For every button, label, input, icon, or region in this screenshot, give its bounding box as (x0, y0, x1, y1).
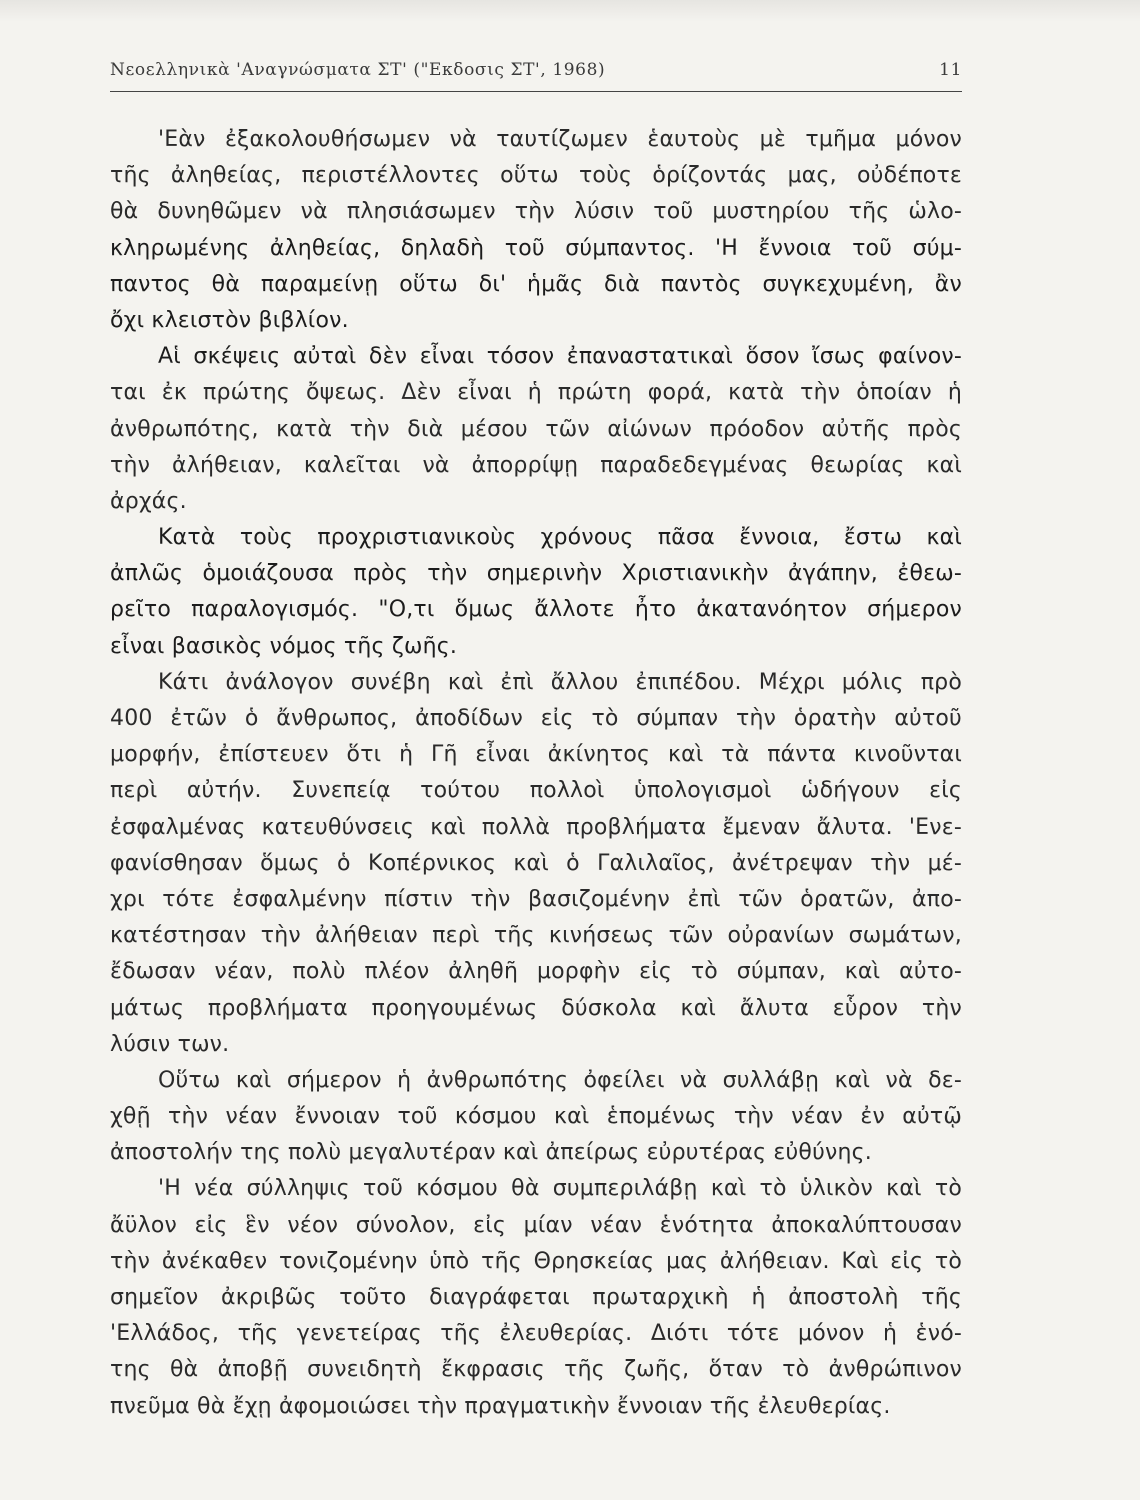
text-line: περὶ αὐτήν. Συνεπείᾳ τούτου πολλοὶ ὑπολογισμοὶ ὡδήγουν εἰς (110, 778, 962, 804)
text-line: τὴν ἀνέκαθεν τονιζομένην ὑπὸ τῆς Θρησκείας μας ἀλήθειαν. Καὶ εἰς τὸ (110, 1248, 962, 1274)
text-line: κατέστησαν τὴν ἀλήθειαν περὶ τῆς κινήσεως τῶν οὐρανίων σωμάτων, (110, 923, 962, 949)
text-line: μορφήν, ἐπίστευεν ὅτι ἡ Γῆ εἶναι ἀκίνητος καὶ τὰ πάντα κινοῦνται (110, 742, 962, 768)
running-header-title: Νεοελληνικὰ 'Αναγνώσματα ΣΤ' ("Εκδοσις ΣΤ', 1968) (110, 60, 606, 80)
running-header (110, 60, 962, 90)
text-line: τὴν ἀλήθειαν, καλεῖται νὰ ἀπορρίψῃ παραδεδεγμένας θεωρίας καὶ (110, 452, 962, 478)
text-line: λύσιν των. (110, 1031, 230, 1057)
page-number: 11 (939, 60, 962, 80)
text-line: χθῇ τὴν νέαν ἔννοιαν τοῦ κόσμου καὶ ἑπομένως τὴν νέαν ἐν αὐτῷ (110, 1104, 962, 1130)
text-line: ὄχι κλειστὸν βιβλίον. (110, 307, 349, 333)
text-line: Οὕτω καὶ σήμερον ἡ ἀνθρωπότης ὀφείλει νὰ συλλάβῃ καὶ νὰ δε- (158, 1067, 962, 1093)
text-line: ἀπλῶς ὁμοιάζουσα πρὸς τὴν σημερινὴν Χριστιανικὴν ἀγάπην, ἐθεω- (110, 561, 962, 587)
text-line: σημεῖον ἀκριβῶς τοῦτο διαγράφεται πρωταρχικὴ ἡ ἀποστολὴ τῆς (110, 1285, 962, 1310)
text-line: ἀνθρωπότης, κατὰ τὴν διὰ μέσου τῶν αἰώνων πρόοδον αὐτῆς πρὸς (110, 416, 962, 442)
text-line: πνεῦμα θὰ ἔχῃ ἀφομοιώσει τὴν πραγματικὴν ἔννοιαν τῆς ἐλευθερίας. (110, 1393, 891, 1419)
text-line: ται ἐκ πρώτης ὄψεως. Δὲν εἶναι ἡ πρώτη φορά, κατὰ τὴν ὁποίαν ἡ (110, 380, 962, 406)
text-line: θὰ δυνηθῶμεν νὰ πλησιάσωμεν τὴν λύσιν τοῦ μυστηρίου τῆς ὡλο- (110, 199, 962, 225)
text-line: ρεῖτο παραλογισμός. "Ο,τι ὅμως ἄλλοτε ἦτο ἀκατανόητον σήμερον (110, 597, 962, 623)
text-line: ἔδωσαν νέαν, πολὺ πλέον ἀληθῆ μορφὴν εἰς τὸ σύμπαν, καὶ αὐτο- (110, 959, 962, 985)
text-line: ἐσφαλμένας κατευθύνσεις καὶ πολλὰ προβλήματα ἔμεναν ἄλυτα. 'Ενε- (110, 814, 962, 840)
text-line: φανίσθησαν ὅμως ὁ Κοπέρνικος καὶ ὁ Γαλιλαῖος, ἀνέτρεψαν τὴν μέ- (110, 850, 962, 876)
text-line: 'Η νέα σύλληψις τοῦ κόσμου θὰ συμπεριλάβῃ καὶ τὸ ὑλικὸν καὶ τὸ (158, 1176, 962, 1202)
text-line: Κάτι ἀνάλογον συνέβη καὶ ἐπὶ ἄλλου ἐπιπέδου. Μέχρι μόλις πρὸ (158, 669, 962, 695)
text-line: 400 ἐτῶν ὁ ἄνθρωπος, ἀποδίδων εἰς τὸ σύμπαν τὴν ὁρατὴν αὐτοῦ (110, 706, 962, 731)
text-line: τῆς ἀληθείας, περιστέλλοντες οὕτω τοὺς ὁρίζοντάς μας, οὐδέποτε (110, 163, 962, 189)
header-rule (110, 91, 962, 92)
text-line: της θὰ ἀποβῇ συνειδητὴ ἔκφρασις τῆς ζωῆς, ὅταν τὸ ἀνθρώπινον (110, 1357, 962, 1383)
text-line: Κατὰ τοὺς προχριστιανικοὺς χρόνους πᾶσα ἔννοια, ἔστω καὶ (158, 525, 962, 551)
text-line: κληρωμένης ἀληθείας, δηλαδὴ τοῦ σύμπαντος. 'Η ἔννοια τοῦ σύμ- (110, 235, 962, 261)
text-line: μάτως προβλήματα προηγουμένως δύσκολα καὶ ἄλυτα εὗρον τὴν (110, 995, 962, 1021)
text-line: παντος θὰ παραμείνῃ οὕτω δι' ἡμᾶς διὰ παντὸς συγκεχυμένη, ἂν (110, 271, 962, 297)
text-line: 'Ελλάδος, τῆς γενετείρας τῆς ἐλευθερίας. Διότι τότε μόνον ἡ ἑνό- (110, 1321, 962, 1347)
text-line: ἄϋλον εἰς ἓν νέον σύνολον, εἰς μίαν νέαν ἑνότητα ἀποκαλύπτουσαν (110, 1212, 962, 1238)
body-text (110, 122, 962, 1425)
text-line: ἀποστολήν της πολὺ μεγαλυτέραν καὶ ἀπείρως εὐρυτέρας εὐθύνης. (110, 1140, 872, 1166)
text-line: 'Εὰν ἐξακολουθήσωμεν νὰ ταυτίζωμεν ἑαυτοὺς μὲ τμῆμα μόνον (158, 127, 962, 152)
text-line: εἶναι βασικὸς νόμος τῆς ζωῆς. (110, 633, 458, 659)
text-line: ἀρχάς. (110, 488, 187, 514)
top-edge-shadow (0, 0, 1140, 22)
text-line: χρι τότε ἐσφαλμένην πίστιν τὴν βασιζομένην ἐπὶ τῶν ὁρατῶν, ἀπο- (110, 886, 962, 912)
text-line: Αἱ σκέψεις αὐταὶ δὲν εἶναι τόσον ἐπαναστατικαὶ ὅσον ἴσως φαίνον- (158, 344, 962, 370)
